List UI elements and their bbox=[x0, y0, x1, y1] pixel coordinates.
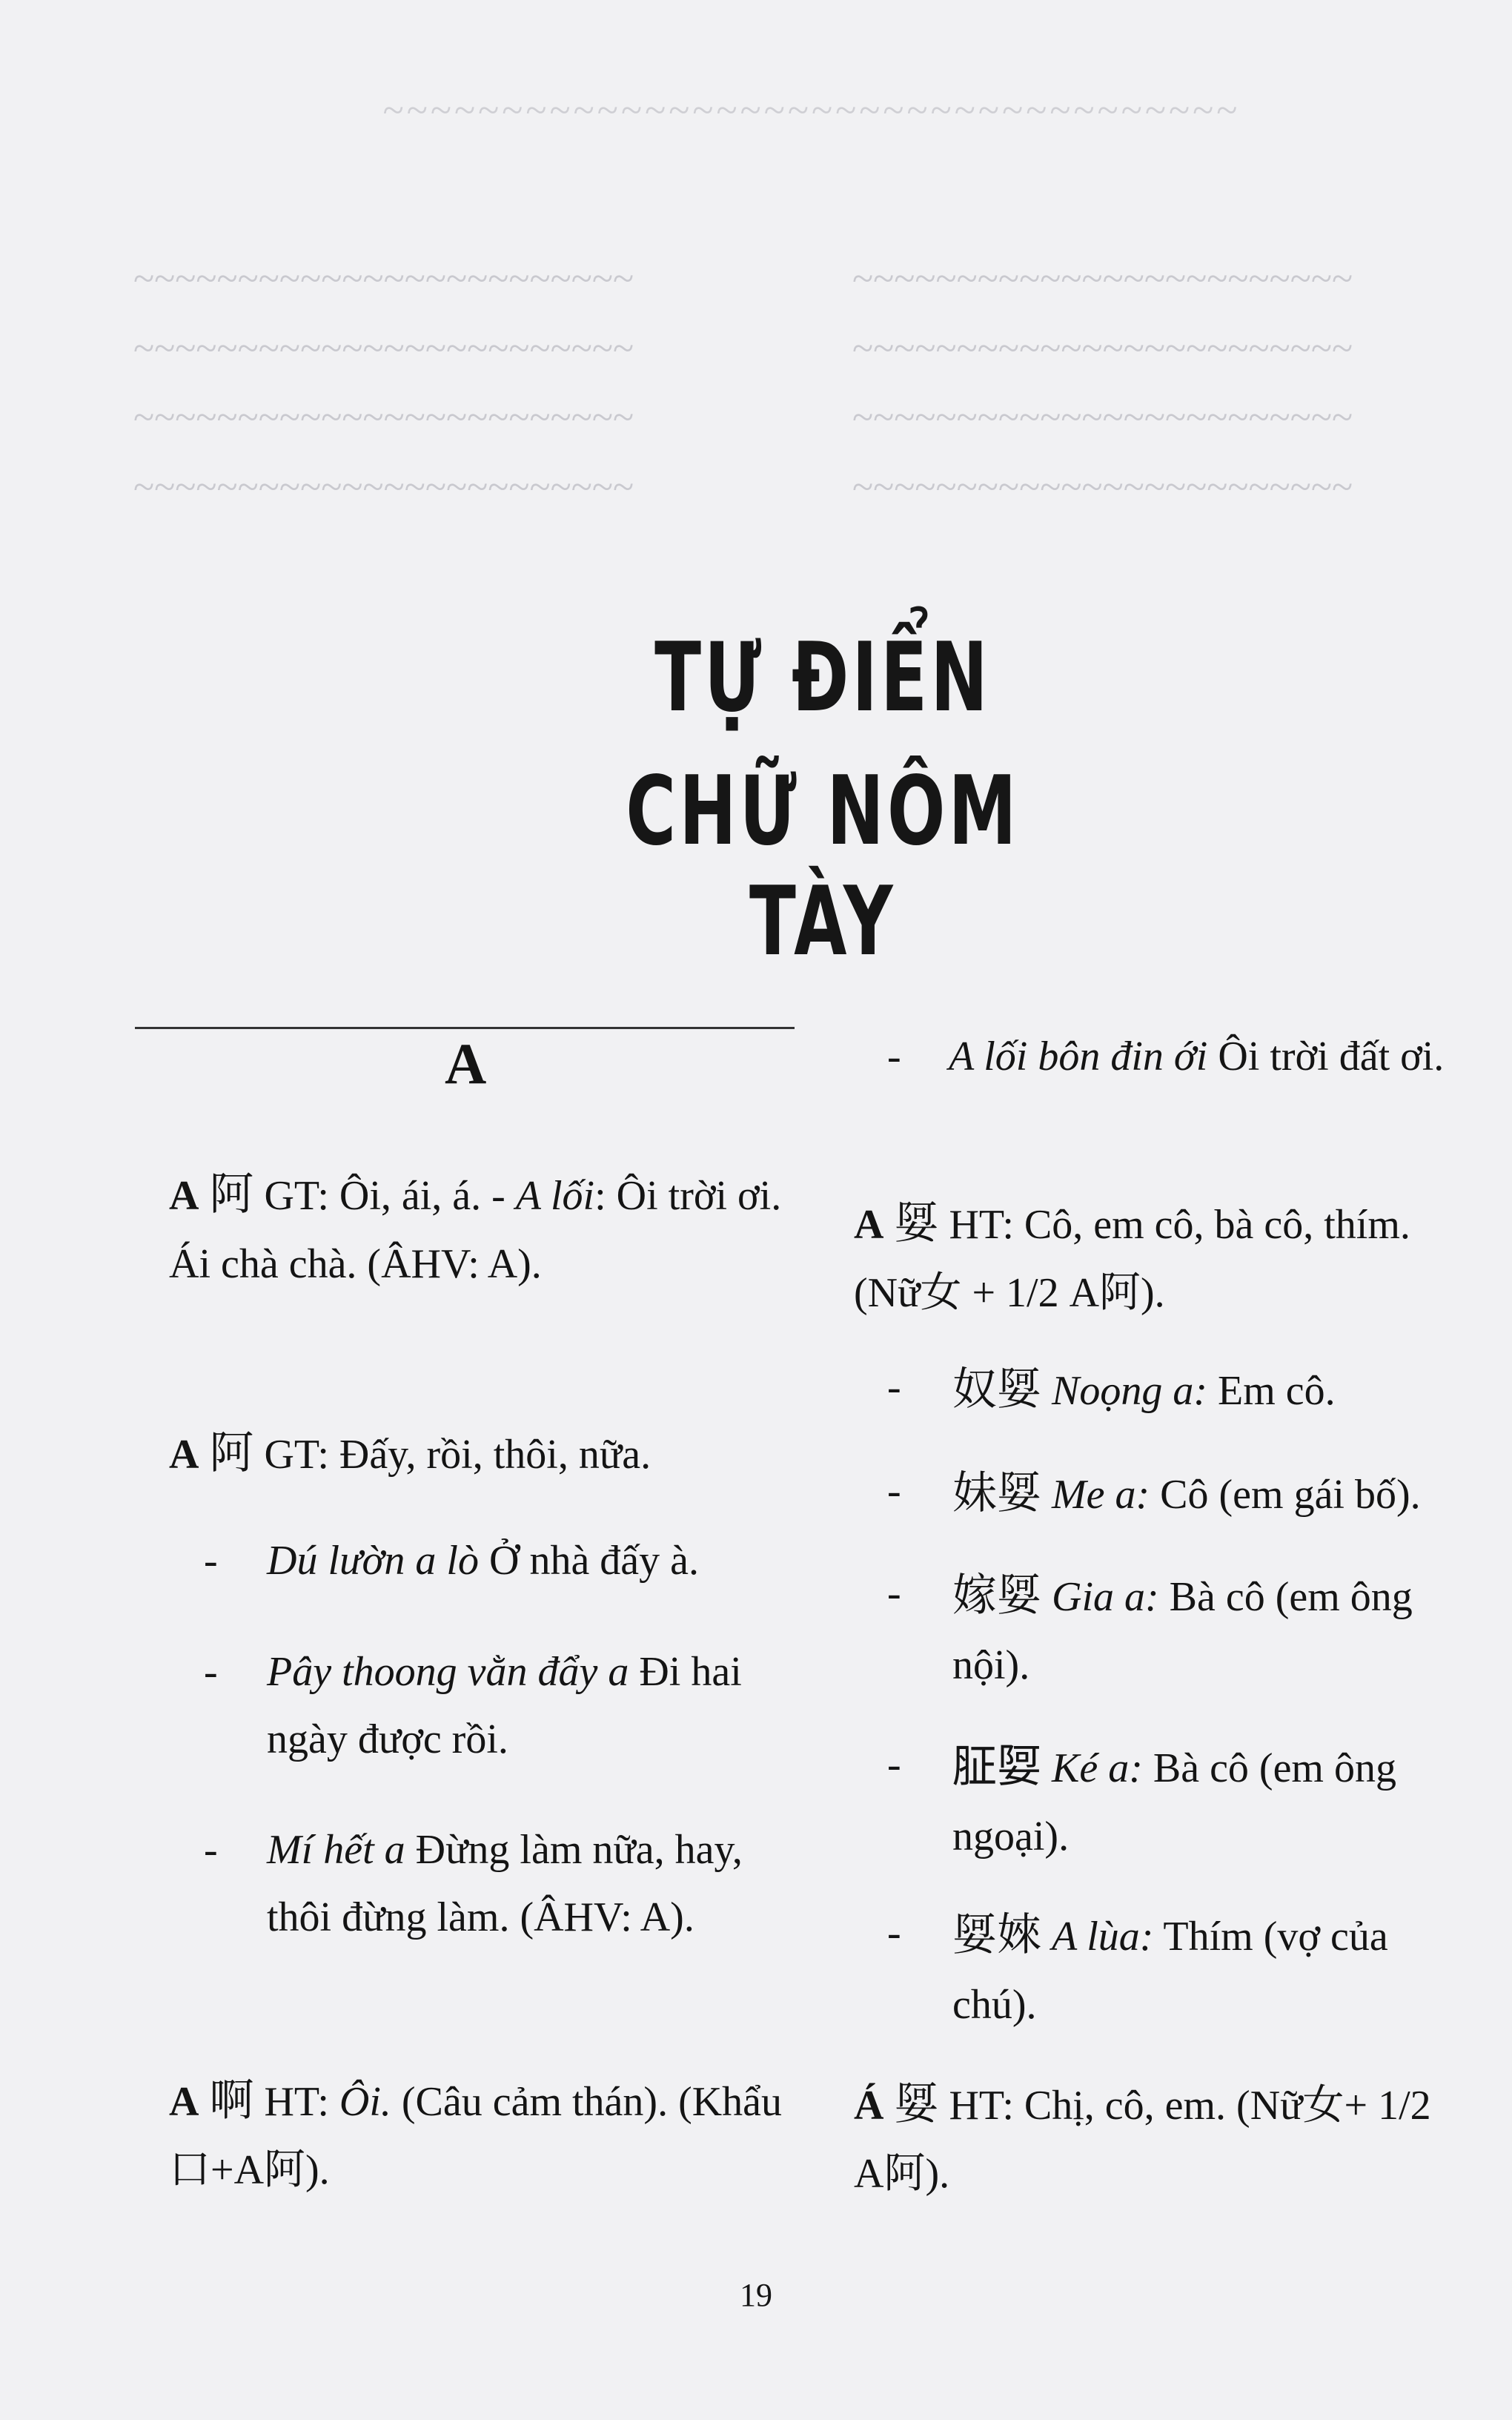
entry-a-2: A 阿 GT: Đấy, rồi, thôi, nữa. bbox=[169, 1427, 651, 1479]
bleed-through-text-left: ~~~~~~~~~~~~~~~~~~~~~~~~ ~~~~~~~~~~~~~~~~~~~~~~~~ ~~~~~~~~~~~~~~~~~~~~~~~~ ~~~~~~~~~~~~~~~~~~~~~~~~ bbox=[133, 258, 634, 509]
page-number: 19 bbox=[740, 2277, 772, 2313]
section-divider bbox=[135, 1027, 795, 1029]
book-title-line2: CHỮ NÔM TÀY bbox=[626, 756, 1020, 977]
bleed-through-text-right: ~~~~~~~~~~~~~~~~~~~~~~~~ ~~~~~~~~~~~~~~~~~~~~~~~~ ~~~~~~~~~~~~~~~~~~~~~~~~ ~~~~~~~~~~~~~~~~~~~~~~~~ bbox=[852, 258, 1353, 509]
section-letter: A bbox=[445, 1031, 487, 1096]
example-noong-a: - 奴娿 Noọng a: Em cô. bbox=[887, 1363, 1336, 1415]
example-ke-a: - 𦙫娿 Ké a: Bà cô (em ông ngoại). bbox=[887, 1741, 1396, 1860]
example-me-a: - 妹娿 Me a: Cô (em gái bố). bbox=[887, 1467, 1421, 1519]
example-du-luon: - Dú lườn a lò Ở nhà đấy à. bbox=[204, 1538, 700, 1584]
book-title-line1: TỰ ĐIỂN bbox=[654, 623, 991, 733]
example-a-lua: - 娿婡 A lùa: Thím (vợ của chú). bbox=[887, 1909, 1388, 2029]
entry-a-4: A 娿 HT: Cô, em cô, bà cô, thím. (Nữ女 + 1/2 A阿). bbox=[854, 1197, 1410, 1317]
entry-a-1: A 阿 GT: Ôi, ái, á. - A lối: Ôi trời ơi. Ái chà chà. (ÂHV: A). bbox=[169, 1168, 782, 1288]
example-pay-thoong: - Pây thoong vằn đẩy a Đi hai ngày được rồi. bbox=[204, 1649, 742, 1762]
example-a-loi-bon: - A lối bôn đin ới Ôi trời đất ơi. bbox=[887, 1034, 1445, 1080]
example-gia-a: - 嫁娿 Gia a: Bà cô (em ông nội). bbox=[887, 1570, 1413, 1689]
entry-a-5: Á 娿 HT: Chị, cô, em. (Nữ女+ 1/2 A阿). bbox=[854, 2078, 1431, 2198]
entry-a-3: A 啊 HT: Ôi. (Câu cảm thán). (Khẩu口+A阿). bbox=[169, 2074, 783, 2194]
bleed-through-header: ~~~~~~~~~~~~~~~~~~~~~~~~~~~~~~~~~~~~ bbox=[382, 90, 1241, 132]
example-mi-het: - Mí hết a Đừng làm nữa, hay, thôi đừng làm. (ÂHV: A). bbox=[204, 1827, 743, 1940]
